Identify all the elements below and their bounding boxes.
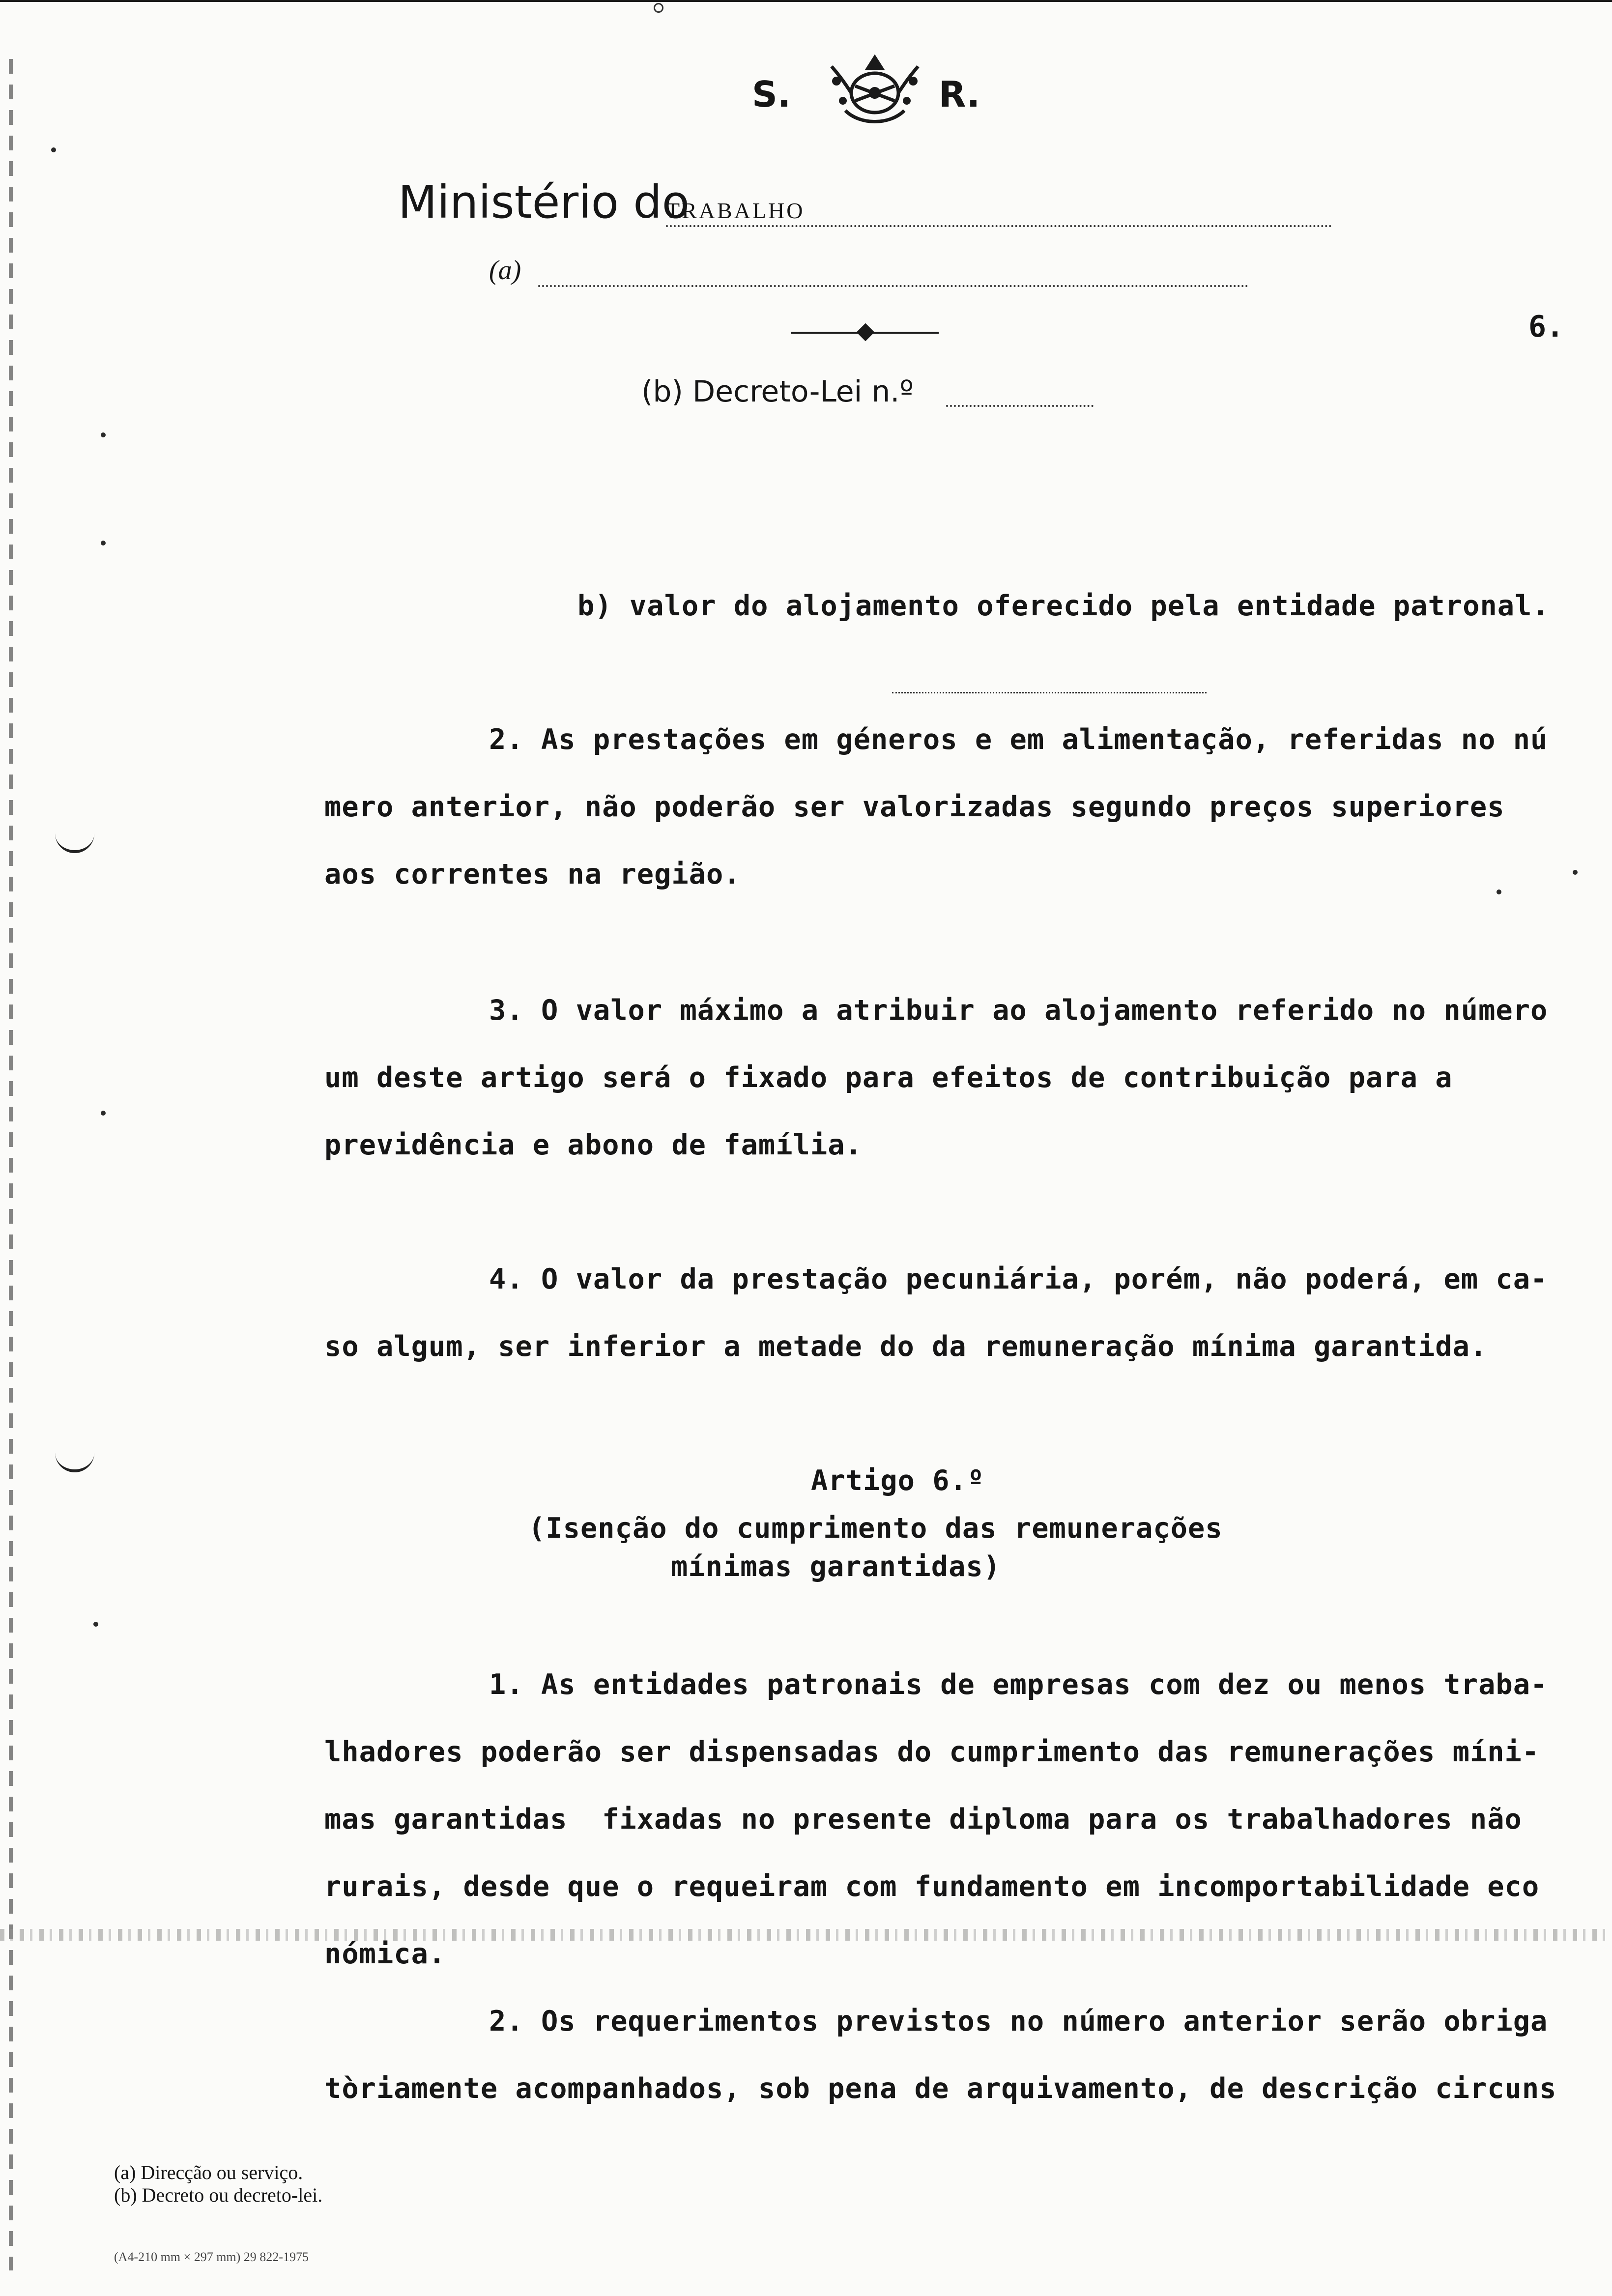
para2-line-1: 2. As prestações em géneros e em alimentação, referidas no nú bbox=[489, 723, 1548, 756]
art-para2-line-2: tòriamente acompanhados, sob pena de arquivamento, de descrição circuns bbox=[324, 2072, 1557, 2105]
speck bbox=[93, 1622, 98, 1627]
art-para1-line-1: 1. As entidades patronais de empresas com dez ou menos traba- bbox=[489, 1668, 1548, 1701]
ministry-name: TRABALHO bbox=[666, 198, 805, 223]
para4-line-2: so algum, ser inferior a metade do da remuneração mínima garantida. bbox=[324, 1330, 1488, 1363]
article-subtitle-line-2: mínimas garantidas) bbox=[671, 1550, 1001, 1583]
seal-letter-right: R. bbox=[939, 74, 980, 115]
para3-line-3: previdência e abono de família. bbox=[324, 1129, 863, 1161]
decree-dotted-line bbox=[946, 405, 1094, 407]
speck bbox=[101, 1111, 106, 1116]
footnote-b: (b) Decreto ou decreto-lei. bbox=[114, 2184, 323, 2206]
top-rule bbox=[0, 0, 1612, 2]
art-para1-line-5: nómica. bbox=[324, 1938, 446, 1970]
decree-label: (b) Decreto-Lei n.º bbox=[641, 374, 914, 409]
binding-mark bbox=[55, 831, 94, 853]
ministry-heading bbox=[339, 176, 1332, 231]
ministry-dotted-line bbox=[666, 225, 1332, 227]
separator-dots bbox=[892, 692, 1207, 693]
speck bbox=[101, 432, 106, 437]
coat-of-arms-icon bbox=[826, 52, 924, 133]
footnote-a: (a) Direcção ou serviço. bbox=[114, 2161, 303, 2183]
field-a-dotted-line bbox=[538, 285, 1248, 287]
para3-line-1: 3. O valor máximo a atribuir ao alojamento referido no número bbox=[489, 994, 1548, 1027]
article-title: Artigo 6.º bbox=[811, 1464, 985, 1497]
item-b: b) valor do alojamento oferecido pela entidade patronal. bbox=[577, 590, 1550, 622]
page-number: 6. bbox=[1528, 310, 1564, 344]
art-para1-line-4: rurais, desde que o requeiram com fundamento em incomportabilidade eco bbox=[324, 1870, 1540, 1903]
art-para2-line-1: 2. Os requerimentos previstos no número anterior serão obriga bbox=[489, 2005, 1548, 2038]
art-para1-line-3: mas garantidas fixadas no presente diploma para os trabalhadores não bbox=[324, 1803, 1522, 1836]
para2-line-3: aos correntes na região. bbox=[324, 858, 741, 890]
art-para1-line-2: lhadores poderão ser dispensadas do cumprimento das remunerações míni- bbox=[324, 1736, 1540, 1768]
seal-letter-left: S. bbox=[752, 74, 791, 115]
article-subtitle-line-1: (Isenção do cumprimento das remunerações bbox=[528, 1512, 1223, 1545]
hole-mark bbox=[654, 3, 663, 13]
para2-line-2: mero anterior, não poderão ser valorizadas segundo preços superiores bbox=[324, 791, 1505, 823]
binding-mark bbox=[55, 1450, 94, 1472]
para4-line-1: 4. O valor da prestação pecuniária, porém, não poderá, em ca- bbox=[489, 1263, 1548, 1295]
imprint-line: (A4-210 mm × 297 mm) 29 822-1975 bbox=[114, 2250, 309, 2264]
speck bbox=[101, 541, 106, 545]
divider-diamond-icon bbox=[857, 323, 875, 342]
speck bbox=[51, 147, 56, 152]
field-a-label: (a) bbox=[489, 255, 521, 286]
para3-line-2: um deste artigo será o fixado para efeitos de contribuição para a bbox=[324, 1062, 1453, 1094]
ministry-prefix: Ministério do bbox=[398, 176, 690, 229]
